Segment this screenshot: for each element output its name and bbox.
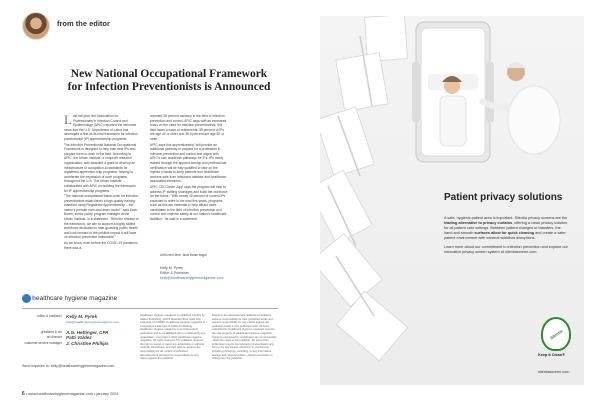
logo-mark-icon [22, 294, 31, 303]
staff-row [22, 330, 137, 341]
signature-title: Editor & Publisher [160, 270, 189, 275]
article-paragraph: The Infection Preventionist National Occupational Framework is designed to help train new IPs and prepare them to work in the field. According to APIC, the Urban Institute, a nonprofit research organization, was awarded a grant to develop an infrastructure of occupation-al standards for registered apprentice-ship programs, helping to accelerate the expansion of such programs throughout the U.S. The Urban Institute collaborated with APIC on building the framework for IP apprenticeship programs. [64, 142, 137, 193]
staff-role: editor & publisher [37, 314, 62, 318]
staff-row [22, 341, 137, 346]
masthead-divider [22, 308, 278, 309]
article-paragraph: APIC CEO Devin Jopp says the program will help to address IP staffing shortages and build the workforce for the future: "With nearly 40 percent of current IPs expected to retire in the next five years, programs such as this are essential to help attract more candidates to the field of infection prevention and control and improve safety at our nation's healthcare facilities," he said in a statement. [150, 184, 228, 222]
logo-h: h [32, 295, 36, 302]
article-paragraph: "The national occupational frame-work for infection preventionists estab-lishes a high-quality training standard using Registered Apprenticeship – the nation's premier earn-and-learn model," said Zach Boren, senior policy program manager at the Urban Institute, in a statement. "With the release of the framework, we aim to support a highly skilled workforce dedicated to safe-guarding public health and look forward to the positive impact it will have on infection prevention nationwide." [64, 194, 139, 240]
legal-text: based on the advertisement. Editorial contributors assume responsibility for their published works and assume responsibility for any claims against the publisher based on the published work. All items submitted for Healthcare Hygiene magazine become the sole property of Healthcare Hygiene magazine. Opinions expressed by contributors do not necessarily reflect the views of the publisher. No part of this publication may be reproduced or transmitted in any form or by any means, electronic or mechanical, including photocopy, recording, or any information storage and retrieval system, without permission in writing from the publisher. [212, 314, 277, 361]
page-number: 6 [22, 391, 25, 397]
staff-name: Kelly M. Pyrek [66, 314, 98, 319]
ad-paragraph: Learn more about our commitment to infection prevention and explore our innovative privacy screen system at silentiascreen.com. [444, 245, 568, 254]
article-closing: Until next time, bust those bugs! [160, 253, 207, 257]
footer-text: • www.healthcarehygienemagazine.com • january 2024 [25, 392, 119, 396]
staff-role: president & cfo art director [40, 329, 62, 340]
section-label: from the editor [57, 19, 110, 28]
ad-website-link[interactable]: silentiascreen.com [538, 370, 570, 374]
article-column-1 [64, 114, 139, 251]
staff-name: J. Christine Phillips [66, 340, 109, 346]
editor-avatar [22, 12, 50, 40]
ad-paragraph: A safe, hygienic patient area is important. Silentia privacy screens are the leading alternative to privacy curtains, offering a clean privacy solution for all patient care settings. Between patient changes or transfers, the hand and smooth surfaces allow for quick cleaning and create a safer patient environment with minimal workflow disruptions. [444, 216, 568, 240]
silentia-logo-text: Silentia [548, 327, 564, 341]
editor-signature [160, 266, 224, 280]
drop-cap: L [64, 112, 72, 127]
article-paragraph: As we know, even before the COVID-19 pandemic, there was a [64, 241, 139, 250]
staff-role: customer service manager [24, 340, 62, 345]
ad-body [444, 216, 570, 259]
privacy-screen-ad [320, 16, 584, 385]
privacy-screen-panels [320, 16, 408, 361]
silentia-logo [541, 317, 571, 351]
article-paragraph: APIC says this apprenticeship "will provide an additional pathway to prepare for a profession in infection prevention and control and aligns with APIC's own academic pathways for IPs. IPs newly trained through the apprent-iceship and professional certification will be fully qualified to take on the myriad of tasks to keep patients and healthcare workers safe from infectious disease and healthcare-associated infections." [150, 142, 228, 184]
legal-text: Healthcare Hygiene magazine is published monthly by Valdez Publishing, 10474 Sheridan Blvd, Suite 104, Lafayette, CO 80026. Healthcare Hygiene magazine is a registered trademark of Valdez Publishing. Healthcare Hygiene magazine is an independent publication and is not affiliated with or endorsed by any organization. Copyright © 2024 Healthcare Hygiene magazine. All rights reserved. The publisher reserves the right to accept or reject any advertising or editorial material. Advertisers, and their agents, assume the responsibility for all content of published advertisements and assume responsibility for any claims against the publisher [140, 314, 206, 361]
article-column-2 [150, 114, 228, 223]
page-footer [22, 391, 118, 397]
staff-name: A.G. Hettinger, CPA Patti Valdez [66, 329, 109, 341]
logo-wordmark: ealthcare hygiene magazine [35, 295, 118, 302]
staff-list [22, 314, 137, 346]
signature-name: Kelly M. Pyrek [160, 266, 183, 270]
masthead-logo [22, 294, 117, 303]
signature-email-link[interactable]: kelly@healthcarehygienemagazine.com [160, 275, 224, 280]
ad-page [300, 0, 600, 401]
staff-row [22, 314, 137, 326]
ad-title: Patient privacy solutions [444, 192, 563, 203]
send-inquiries: Send inquiries to: kelly@healthcarehygienemagazine.com [22, 364, 115, 368]
staff-email-link[interactable]: kelly@healthcarehygienemagazine.com [66, 320, 120, 325]
article-paragraph: reported 25 percent vacancy in the field of infection prevention and control. APIC says with an increased focus on the need for infection preventionists, this field faces a wave of retirements: 35 percent of IPs are age 40 or older and 36.5 percent are age 50 or older. [150, 114, 227, 141]
ad-tagline: Keep it Clean® [538, 353, 565, 357]
article-paragraph: Last fall year, the Association for Professionals in Infection Control and Epidemiology (APIC) reported the welcome news that the U.S. Department of Labor has developed a first-of-its-kind framework for infection preventionist (IP) apprenticeship programs. [64, 112, 138, 141]
article-headline: New National Occupational Framework for Infection Preventionists is Announced [67, 68, 271, 93]
